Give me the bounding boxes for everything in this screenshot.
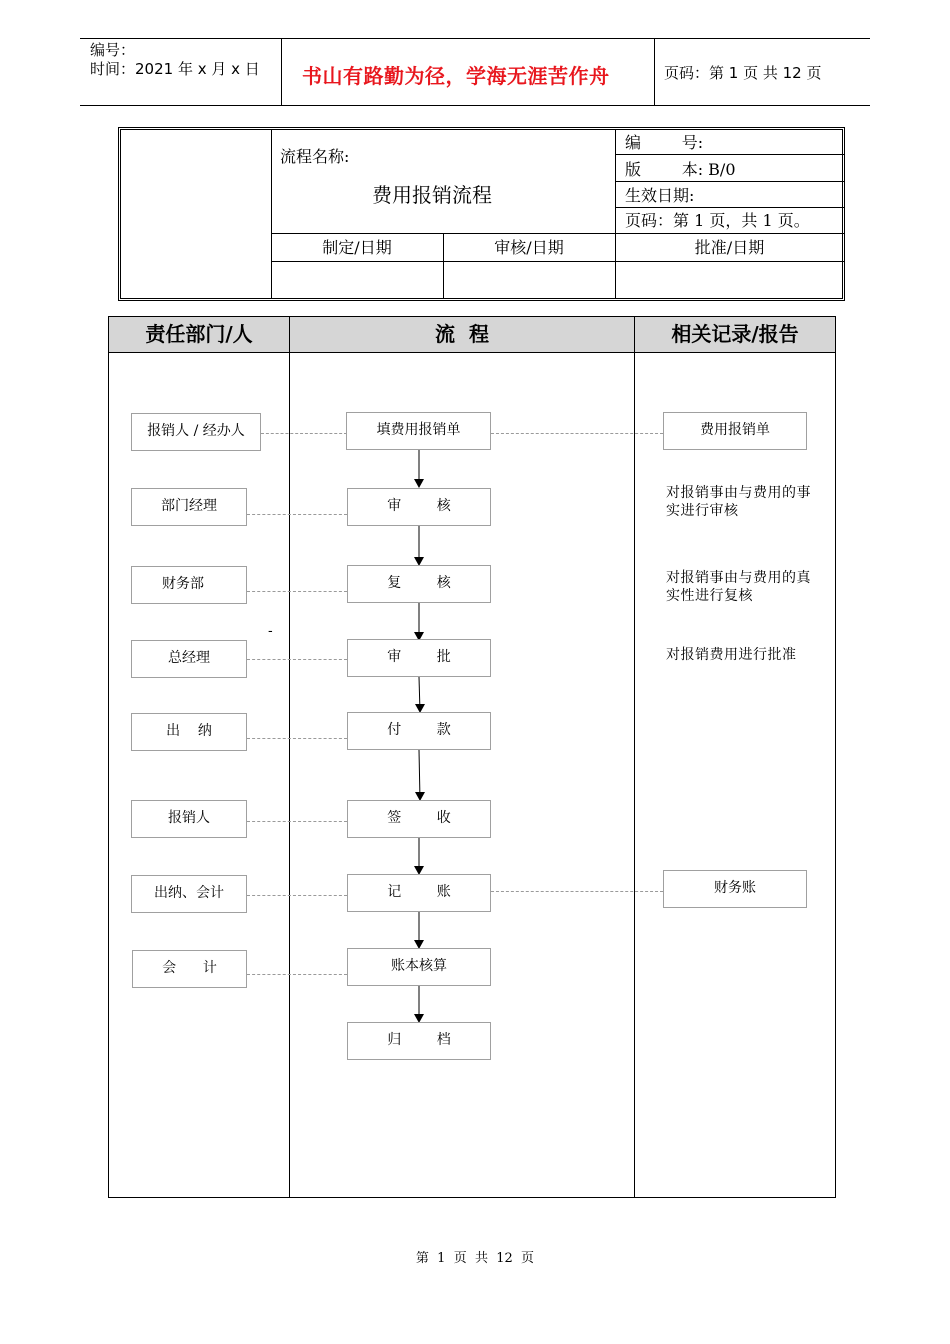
record-note: 对报销事由与费用的事实进行审核: [666, 485, 811, 519]
dashed-link: [261, 433, 347, 434]
document-number-label: 编号：: [90, 41, 136, 59]
column-header-department: 责任部门/人: [145, 322, 253, 346]
dashed-link: [247, 591, 347, 592]
version-field: 版 本: B/0: [625, 160, 736, 179]
dashed-link: [247, 514, 347, 515]
process-name: 费用报销流程: [372, 183, 492, 207]
dashed-link: [247, 659, 347, 660]
document-number-field: 编 号:: [625, 133, 704, 152]
record-box: 财务账: [663, 870, 807, 908]
reviewed-by-label: 审核/日期: [494, 238, 564, 257]
stray-mark: -: [268, 624, 273, 639]
flow-arrow: [419, 677, 420, 712]
record-note: 对报销费用进行批准: [666, 647, 797, 663]
department-box: 总经理: [131, 640, 247, 678]
flow-step: 审 批: [347, 639, 491, 677]
flow-step: 审 核: [347, 488, 491, 526]
department-box: 报销人 / 经办人: [131, 413, 261, 451]
department-box: 出纳、会计: [131, 875, 247, 913]
flow-step: 复 核: [347, 565, 491, 603]
department-box: 出 纳: [131, 713, 247, 751]
flow-arrow: [419, 750, 420, 800]
dashed-link: [247, 895, 347, 896]
dashed-link: [247, 821, 347, 822]
department-box: 报销人: [131, 800, 247, 838]
record-note: 对报销事由与费用的真实性进行复核: [666, 570, 811, 604]
flow-step: 付 款: [347, 712, 491, 750]
column-header-records: 相关记录/报告: [671, 322, 799, 346]
department-box: 部门经理: [131, 488, 247, 526]
record-box: 费用报销单: [663, 412, 807, 450]
flow-step: 签 收: [347, 800, 491, 838]
department-box: 财务部: [131, 566, 247, 604]
made-by-label: 制定/日期: [322, 238, 392, 257]
page-footer: 第 1 页 共 12 页: [415, 1251, 535, 1266]
dashed-link: [491, 433, 663, 434]
flow-step: 账本核算: [347, 948, 491, 986]
dashed-link: [491, 891, 663, 892]
document-date: 时间：2021 年 x 月 x 日: [90, 60, 260, 78]
page-count-field: 页码：第 1 页，共 1 页。: [625, 211, 810, 230]
flow-step: 记 账: [347, 874, 491, 912]
effective-date-field: 生效日期:: [625, 186, 695, 205]
motto-banner: 书山有路勤为径，学海无涯苦作舟: [302, 64, 610, 88]
approved-by-label: 批准/日期: [694, 238, 765, 257]
column-header-flow: 流 程: [435, 322, 489, 346]
process-name-label: 流程名称:: [280, 147, 350, 166]
flow-step: 填费用报销单: [346, 412, 491, 450]
department-box: 会 计: [132, 950, 247, 988]
dashed-link: [247, 738, 347, 739]
header-page-info: 页码：第 1 页 共 12 页: [664, 64, 822, 82]
dashed-link: [247, 974, 347, 975]
flow-step: 归 档: [347, 1022, 491, 1060]
